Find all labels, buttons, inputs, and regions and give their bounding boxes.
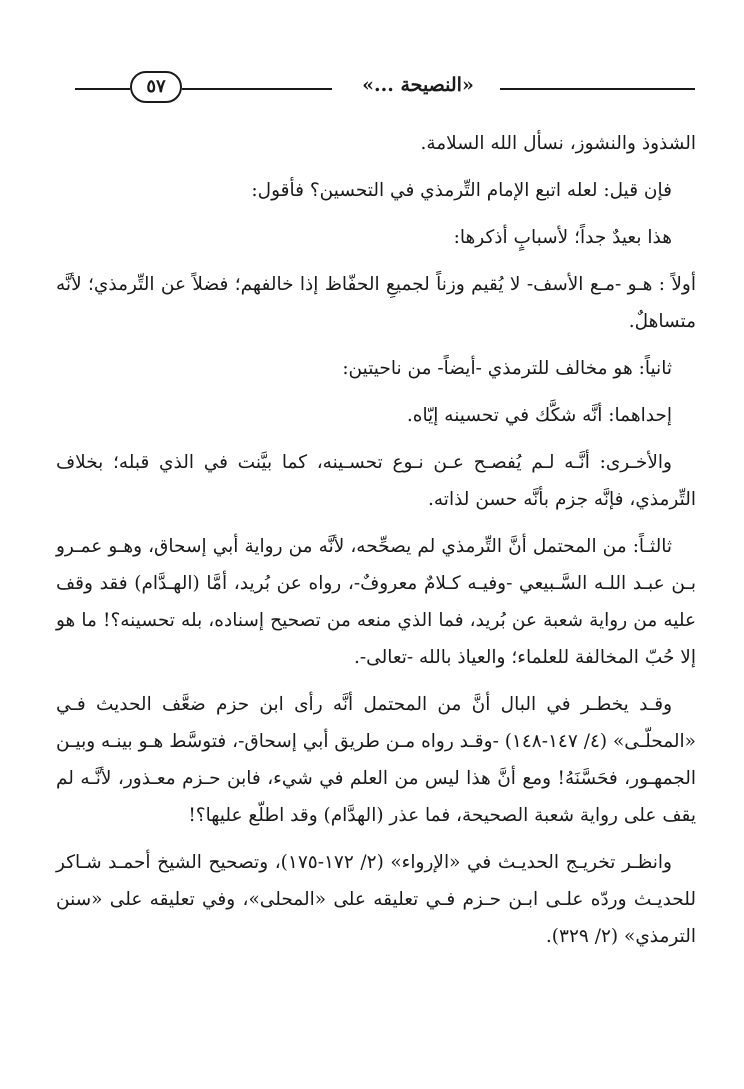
paragraph-7: والأخـرى: أنَّـه لـم يُفصـح عـن نـوع تحسـينه، كما بيَّنت في الذي قبله؛ بخلاف التِّرمذي، فإنَّه جزم بأنَّه حسن لذاته. — [56, 452, 696, 510]
page-body — [56, 125, 696, 965]
paragraph-4: أولاً : هـو -مـع الأسف- لا يُقيم وزناً لجميعِ الحفّاظ إذا خالفهم؛ فضلاً عن التِّرمذي؛ لأنَّه متساهلٌ. — [56, 274, 696, 332]
paragraph-1: الشذوذ والنشوز، نسأل الله السلامة. — [420, 133, 696, 154]
paragraph-8: ثالثـاً: من المحتمل أنَّ التِّرمذي لم يصحِّحه، لأنَّه من رواية أبي إسحاق، وهـو عمـرو بـن عبـد اللـه السَّـبيعي -وفيـه كـلامٌ معروفٌ-، رواه عن بُريد، أمَّا (الهـدَّام) فقد وقف عليه من رواية شعبة عن بُريد، فما الذي منعه من تصحيح إسناده، بله تحسينه؟! ما هو إلا حُبّ المخالفة للعلماء؛ والعياذ بالله -تعالى-. — [56, 536, 696, 668]
paragraph-10: وانظـر تخريـج الحديـث في «الإرواء» (٢/ ١٧٢-١٧٥)، وتصحيح الشيخ أحمـد شـاكر للحديـث وردّه علـى ابـن حـزم فـي تعليقه على «المحلى»، وفي تعليقه على «سنن الترمذي» (٢/ ٣٢٩). — [56, 852, 696, 947]
paragraph-9: وقـد يخطـر في البال أنَّ من المحتمل أنَّه رأى ابن حزم ضعَّف الحديث فـي «المحلّـى» (٤/ ١٤٧-١٤٨) -وقـد رواه مـن طريق أبي إسحاق-، فتوسَّط هـو بينـه وبيـن الجمهـور، فحَسَّنَهُ! ومع أنَّ هذا ليس من العلم في شيء، فابن حـزم معـذور، لأنَّـه لم يقف على رواية شعبة الصحيحة، فما عذر (الهدَّام) وقد اطلّع عليها؟! — [56, 694, 696, 826]
paragraph-3: هذا بعيدٌ جداً؛ لأسبابٍ أذكرها: — [453, 227, 672, 248]
page-number: ٥٧ — [130, 71, 182, 103]
header-rule-left — [75, 88, 130, 90]
paragraph-2: فإن قيل: لعله اتبع الإمام التِّرمذي في التحسين؟ فأقول: — [251, 180, 672, 201]
running-title: «النصيحة ...» — [362, 74, 474, 96]
paragraph-5: ثانياً: هو مخالف للترمذي -أيضاً- من ناحيتين: — [342, 358, 672, 379]
page-header — [75, 68, 695, 108]
paragraph-6: إحداهما: أنَّه شكَّك في تحسينه إيّاه. — [406, 405, 672, 426]
header-rule-right — [500, 88, 695, 90]
header-rule-middle — [182, 88, 332, 90]
